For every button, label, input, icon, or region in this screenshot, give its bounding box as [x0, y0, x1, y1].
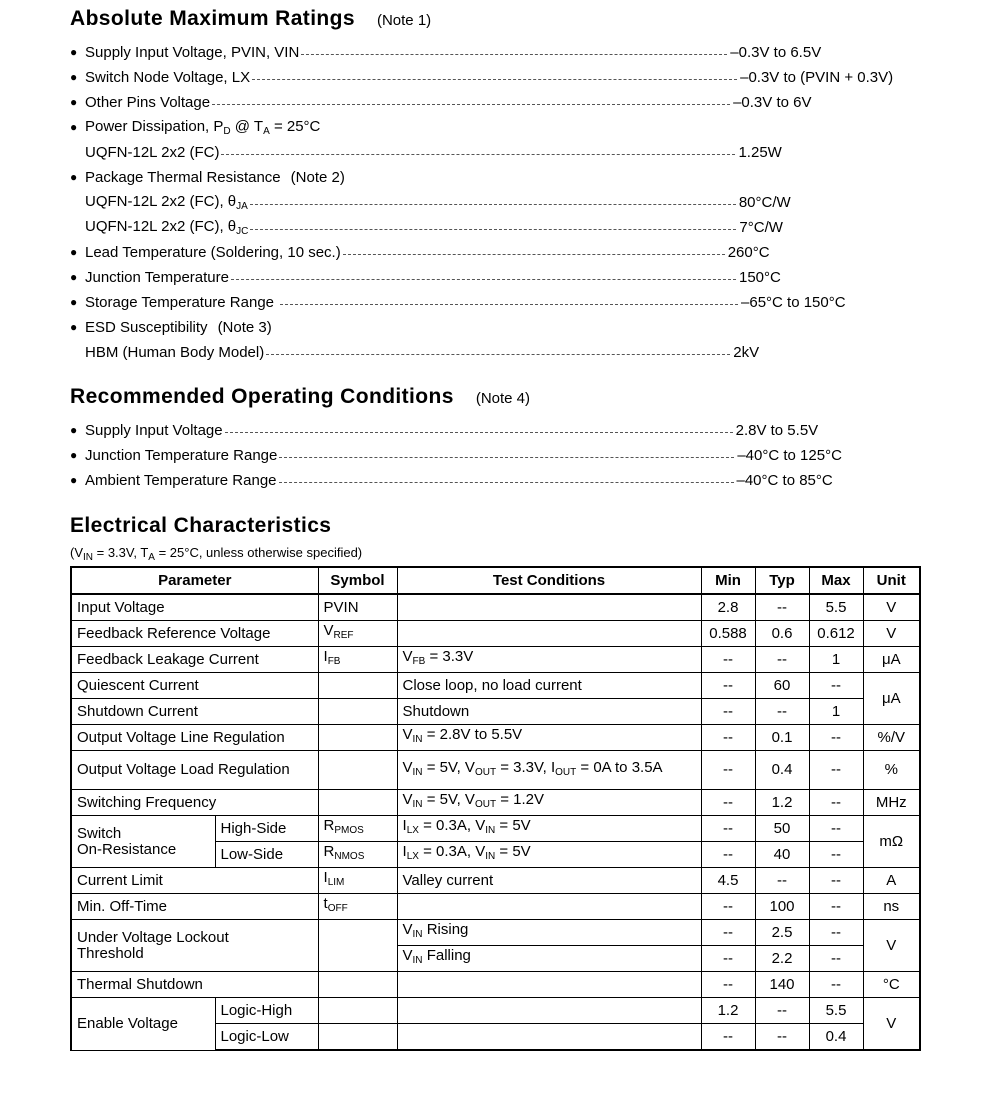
bullet-icon: ●	[70, 448, 78, 462]
cell-max: --	[809, 868, 863, 894]
cell-parameter: Under Voltage Lockout Threshold	[71, 920, 318, 972]
bullet-icon: ●	[70, 473, 78, 487]
rating-value: 260°C	[727, 243, 770, 261]
cell-min: 0.588	[701, 621, 755, 647]
cell-min: --	[701, 725, 755, 751]
bullet-icon: ●	[70, 95, 78, 109]
rating-row	[70, 342, 930, 362]
cell-parameter: Output Voltage Line Regulation	[71, 725, 318, 751]
table-row	[71, 920, 920, 946]
cell-unit: %	[863, 751, 920, 790]
cell-symbol: $t_{OFF}$	[318, 894, 397, 920]
cell-parameter: Quiescent Current	[71, 673, 318, 699]
table-row	[71, 751, 920, 790]
cell-max: 5.5	[809, 594, 863, 621]
rating-row	[70, 217, 930, 237]
recommended-heading: Recommended Operating Conditions	[70, 385, 454, 408]
cell-min: 1.2	[701, 998, 755, 1024]
cell-symbol	[318, 673, 397, 699]
cell-symbol	[318, 790, 397, 816]
leader-line	[221, 154, 735, 155]
rating-value: –40°C to 125°C	[737, 446, 842, 464]
cell-parameter: Current Limit	[71, 868, 318, 894]
cell-subparameter: Logic-High	[215, 998, 318, 1024]
leader-line	[301, 54, 727, 55]
cell-max: --	[809, 816, 863, 842]
cell-parameter: Thermal Shutdown	[71, 972, 318, 998]
rating-label: Junction Temperature	[85, 268, 229, 286]
cell-symbol	[318, 751, 397, 790]
bullet-icon: ●	[70, 423, 78, 437]
bullet-icon: ●	[70, 170, 78, 184]
table-row	[71, 699, 920, 725]
cell-parameter: Switching Frequency	[71, 790, 318, 816]
rating-value: 1.25W	[738, 143, 782, 161]
table-row	[71, 998, 920, 1024]
rating-value: –40°C to 85°C	[736, 471, 833, 489]
cell-max: 0.4	[809, 1024, 863, 1051]
rating-note: (Note 3)	[217, 318, 272, 336]
electrical-title: Electrical Characteristics	[70, 514, 332, 537]
header-typ: Typ	[755, 567, 809, 594]
cell-parameter: Switch On-Resistance	[71, 816, 215, 868]
cell-symbol	[318, 699, 397, 725]
cell-max: --	[809, 790, 863, 816]
cell-unit: V	[863, 920, 920, 972]
cell-unit: °C	[863, 972, 920, 998]
rating-label: Package Thermal Resistance	[85, 168, 281, 186]
rating-label: Supply Input Voltage	[85, 421, 223, 439]
rating-label: Power Dissipation, $P_D$ @ $T_A = 25^\circ C$	[85, 117, 321, 137]
cell-conditions	[397, 1024, 701, 1051]
header-symbol: Symbol	[318, 567, 397, 594]
leader-line	[225, 432, 733, 433]
cell-typ: 0.1	[755, 725, 809, 751]
rating-value: 7°C/W	[739, 218, 783, 236]
rating-label: Junction Temperature Range	[85, 446, 278, 464]
rating-row	[70, 445, 930, 465]
table-row	[71, 816, 920, 842]
bullet-icon: ●	[70, 270, 78, 284]
header-conditions: Test Conditions	[397, 567, 701, 594]
cell-typ: 140	[755, 972, 809, 998]
cell-symbol	[318, 725, 397, 751]
cell-parameter: Min. Off-Time	[71, 894, 318, 920]
table-row	[71, 594, 920, 621]
cell-min: --	[701, 894, 755, 920]
cell-parameter: Enable Voltage	[71, 998, 215, 1051]
table-row	[71, 972, 920, 998]
cell-max: 0.612	[809, 621, 863, 647]
cell-typ: 50	[755, 816, 809, 842]
cell-conditions: Valley current	[397, 868, 701, 894]
cell-parameter: Shutdown Current	[71, 699, 318, 725]
cell-typ: 0.4	[755, 751, 809, 790]
cell-unit: MHz	[863, 790, 920, 816]
cell-symbol: $I_{FB}$	[318, 647, 397, 673]
table-row	[71, 621, 920, 647]
leader-line	[266, 354, 730, 355]
cell-symbol	[318, 998, 397, 1024]
rating-label: UQFN-12L 2x2 (FC)	[85, 143, 220, 161]
cell-conditions: $I_{LX} = 0.3A$, $V_{IN} = 5V$	[397, 816, 701, 842]
bullet-icon: ●	[70, 120, 78, 134]
rating-row	[70, 142, 930, 162]
absolute-max-title	[70, 7, 431, 31]
cell-min: --	[701, 946, 755, 972]
rating-value: 150°C	[738, 268, 781, 286]
rating-value: –0.3V to (PVIN + 0.3V)	[740, 68, 894, 86]
cell-max: --	[809, 920, 863, 946]
cell-conditions	[397, 998, 701, 1024]
cell-max: 5.5	[809, 998, 863, 1024]
leader-line	[231, 279, 736, 280]
bullet-icon: ●	[70, 320, 78, 334]
rating-row	[70, 292, 930, 312]
rating-row	[70, 242, 930, 262]
cell-max: --	[809, 751, 863, 790]
rating-label: Lead Temperature (Soldering, 10 sec.)	[85, 243, 341, 261]
cell-typ: --	[755, 1024, 809, 1051]
cell-min: --	[701, 647, 755, 673]
cell-unit: A	[863, 868, 920, 894]
cell-typ: 2.5	[755, 920, 809, 946]
cell-conditions	[397, 621, 701, 647]
cell-typ: --	[755, 647, 809, 673]
rating-label: Other Pins Voltage	[85, 93, 211, 111]
leader-line	[252, 79, 737, 80]
cell-max: --	[809, 894, 863, 920]
rating-value: 80°C/W	[738, 193, 791, 211]
leader-line	[279, 457, 734, 458]
cell-conditions: $V_{IN} = 5V$, $V_{OUT} = 1.2V$	[397, 790, 701, 816]
cell-typ: 1.2	[755, 790, 809, 816]
absolute-max-heading: Absolute Maximum Ratings	[70, 7, 355, 30]
cell-symbol: PVIN	[318, 594, 397, 621]
bullet-icon: ●	[70, 45, 78, 59]
rating-label: UQFN-12L 2x2 (FC), $\theta_{JC}$	[85, 217, 249, 237]
cell-typ: 60	[755, 673, 809, 699]
cell-parameter: Input Voltage	[71, 594, 318, 621]
rating-row	[70, 192, 930, 212]
rating-label: UQFN-12L 2x2 (FC), $\theta_{JA}$	[85, 192, 248, 212]
cell-symbol	[318, 972, 397, 998]
cell-conditions: $V_{IN} = 5V$, $V_{OUT} = 3.3V$, $I_{OUT} = 0A$ to 3.5A	[397, 751, 701, 790]
cell-unit: V	[863, 621, 920, 647]
cell-unit: μA	[863, 647, 920, 673]
rating-label: Supply Input Voltage, PVIN, VIN	[85, 43, 300, 61]
header-min: Min	[701, 567, 755, 594]
cell-min: --	[701, 790, 755, 816]
cell-unit: V	[863, 594, 920, 621]
cell-conditions: $V_{IN}$ Rising	[397, 920, 701, 946]
cell-max: --	[809, 842, 863, 868]
cell-symbol	[318, 1024, 397, 1051]
cell-min: --	[701, 1024, 755, 1051]
rating-label: Switch Node Voltage, LX	[85, 68, 251, 86]
cell-symbol	[318, 920, 397, 972]
cell-unit: V	[863, 998, 920, 1051]
table-row	[71, 894, 920, 920]
rating-value: –0.3V to 6.5V	[730, 43, 822, 61]
leader-line	[280, 304, 738, 305]
bullet-icon: ●	[70, 245, 78, 259]
recommended-title	[70, 385, 530, 409]
cell-symbol: $V_{REF}$	[318, 621, 397, 647]
leader-line	[212, 104, 730, 105]
table-row	[71, 673, 920, 699]
rating-value: 2kV	[733, 343, 760, 361]
header-unit: Unit	[863, 567, 920, 594]
cell-typ: --	[755, 998, 809, 1024]
cell-unit: μA	[863, 673, 920, 725]
cell-typ: 0.6	[755, 621, 809, 647]
cell-max: 1	[809, 699, 863, 725]
cell-conditions	[397, 594, 701, 621]
rating-row	[70, 420, 930, 440]
recommended-note: (Note 4)	[475, 390, 531, 407]
cell-unit: ns	[863, 894, 920, 920]
rating-value: –65°C to 150°C	[741, 293, 846, 311]
cell-conditions	[397, 894, 701, 920]
cell-max: --	[809, 946, 863, 972]
rating-label: HBM (Human Body Model)	[85, 343, 265, 361]
rating-row	[70, 267, 930, 287]
rating-row	[70, 167, 930, 187]
cell-conditions: $V_{IN}$ Falling	[397, 946, 701, 972]
rating-row	[70, 92, 930, 112]
cell-min: --	[701, 842, 755, 868]
cell-symbol: $I_{LIM}$	[318, 868, 397, 894]
rating-row	[70, 470, 930, 490]
rating-row	[70, 67, 930, 87]
rating-row	[70, 42, 930, 62]
cell-symbol: $R_{NMOS}$	[318, 842, 397, 868]
rating-label: Ambient Temperature Range	[85, 471, 277, 489]
rating-row	[70, 317, 930, 337]
cell-min: 2.8	[701, 594, 755, 621]
rating-note: (Note 2)	[290, 168, 345, 186]
leader-line	[279, 482, 734, 483]
cell-symbol: $R_{PMOS}$	[318, 816, 397, 842]
cell-max: --	[809, 673, 863, 699]
rating-value: –0.3V to 6V	[733, 93, 812, 111]
header-parameter: Parameter	[71, 567, 318, 594]
leader-line	[250, 204, 736, 205]
cell-conditions: Close loop, no load current	[397, 673, 701, 699]
cell-min: 4.5	[701, 868, 755, 894]
cell-typ: 100	[755, 894, 809, 920]
leader-line	[343, 254, 725, 255]
header-max: Max	[809, 567, 863, 594]
cell-min: --	[701, 972, 755, 998]
cell-min: --	[701, 920, 755, 946]
cell-parameter: Feedback Leakage Current	[71, 647, 318, 673]
table-row	[71, 725, 920, 751]
rating-row	[70, 117, 930, 137]
cell-typ: --	[755, 699, 809, 725]
rating-label: Storage Temperature Range	[85, 293, 275, 311]
cell-conditions	[397, 972, 701, 998]
cell-unit: %/V	[863, 725, 920, 751]
cell-typ: --	[755, 868, 809, 894]
cell-min: --	[701, 673, 755, 699]
cell-conditions: $V_{FB} = 3.3V$	[397, 647, 701, 673]
bullet-icon: ●	[70, 295, 78, 309]
table-row	[71, 868, 920, 894]
electrical-table	[70, 566, 921, 1051]
table-row	[71, 790, 920, 816]
cell-subparameter: High-Side	[215, 816, 318, 842]
cell-typ: 2.2	[755, 946, 809, 972]
cell-max: --	[809, 725, 863, 751]
cell-parameter: Output Voltage Load Regulation	[71, 751, 318, 790]
cell-conditions: $V_{IN} = 2.8V$ to 5.5V	[397, 725, 701, 751]
cell-max: --	[809, 972, 863, 998]
cell-subparameter: Low-Side	[215, 842, 318, 868]
electrical-conditions: ($V_{IN} = 3.3V$, $T_A = 25^\circ C$, unless otherwise specified)	[70, 545, 363, 563]
cell-min: --	[701, 816, 755, 842]
table-header-row	[71, 567, 920, 594]
bullet-icon: ●	[70, 70, 78, 84]
table-row	[71, 647, 920, 673]
cell-conditions: Shutdown	[397, 699, 701, 725]
leader-line	[250, 229, 736, 230]
cell-parameter: Feedback Reference Voltage	[71, 621, 318, 647]
rating-value: 2.8V to 5.5V	[735, 421, 819, 439]
cell-min: --	[701, 751, 755, 790]
cell-subparameter: Logic-Low	[215, 1024, 318, 1051]
cell-max: 1	[809, 647, 863, 673]
cell-typ: --	[755, 594, 809, 621]
cell-unit: mΩ	[863, 816, 920, 868]
rating-label: ESD Susceptibility	[85, 318, 208, 336]
cell-min: --	[701, 699, 755, 725]
absolute-max-note: (Note 1)	[376, 12, 432, 29]
cell-typ: 40	[755, 842, 809, 868]
cell-conditions: $I_{LX} = 0.3A$, $V_{IN} = 5V$	[397, 842, 701, 868]
